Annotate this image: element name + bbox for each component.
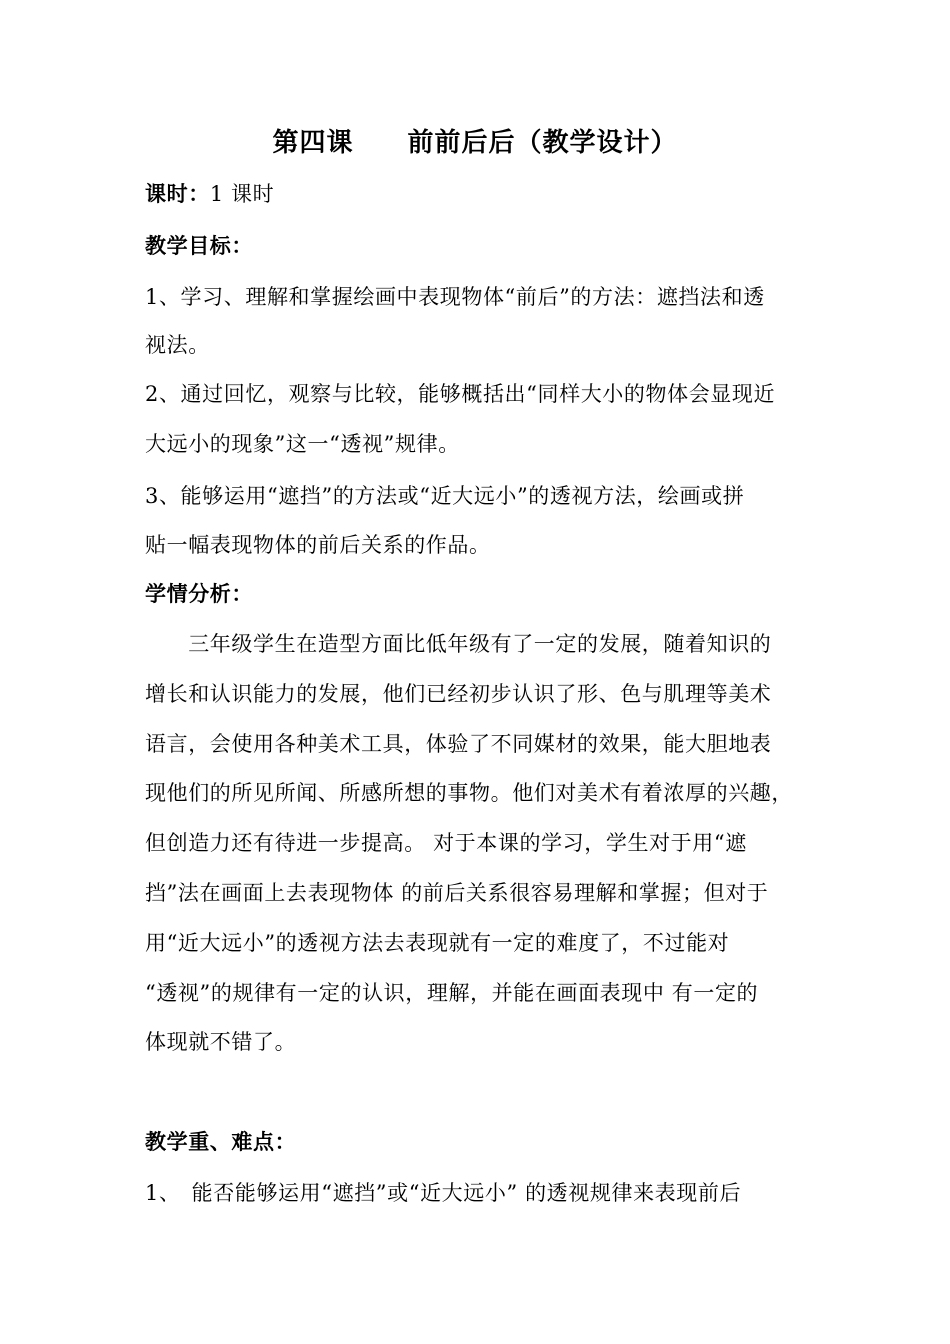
objectives-line: 大远小的现象”这一“透视”规律。 [145,432,460,456]
objectives-line: 视法。 [145,333,210,357]
class-hours-line [145,178,274,208]
analysis-line: 但创造力还有待进一步提高。 对于本课的学习，学生对于用“遮 [145,831,747,855]
class-hours-value: 1 课时 [209,182,275,206]
objectives-line: 3、能够运用“遮挡”的方法或“近大远小”的透视方法，绘画或拼 [145,484,745,508]
document-title: 第四课 前前后后（教学设计） [272,128,678,158]
analysis-line: 增长和认识能力的发展，他们已经初步认识了形、色与肌理等美术 [145,682,772,706]
analysis-line: 现他们的所见所闻、所感所想的事物。他们对美术有着浓厚的兴趣， [145,781,793,805]
analysis-line: 语言，会使用各种美术工具，体验了不同媒材的效果，能大胆地表 [145,732,772,756]
key-points-heading: 教学重、难点： [145,1129,297,1154]
class-hours-label: 课时： [145,181,210,206]
objectives-heading: 教学目标： [145,233,253,258]
objectives-line: 贴一幅表现物体的前后关系的作品。 [145,533,491,557]
analysis-line: 体现就不错了。 [145,1030,297,1054]
analysis-line: 三年级学生在造型方面比低年级有了一定的发展，随着知识的 [145,632,772,656]
analysis-line: 用“近大远小”的透视方法去表现就有一定的难度了，不过能对 [145,931,730,955]
objectives-line: 2、通过回忆，观察与比较，能够概括出“同样大小的物体会显现近 [145,382,776,406]
key-points-line: 1、 能否能够运用“遮挡”或“近大远小” 的透视规律来表现前后 [145,1181,742,1205]
objectives-line: 1、学习、理解和掌握绘画中表现物体“前后”的方法：遮挡法和透 [145,285,765,309]
analysis-heading: 学情分析： [145,581,253,606]
analysis-line: 挡”法在画面上去表现物体 的前后关系很容易理解和掌握；但对于 [145,881,769,905]
analysis-line: “透视”的规律有一定的认识，理解，并能在画面表现中 有一定的 [145,981,759,1005]
